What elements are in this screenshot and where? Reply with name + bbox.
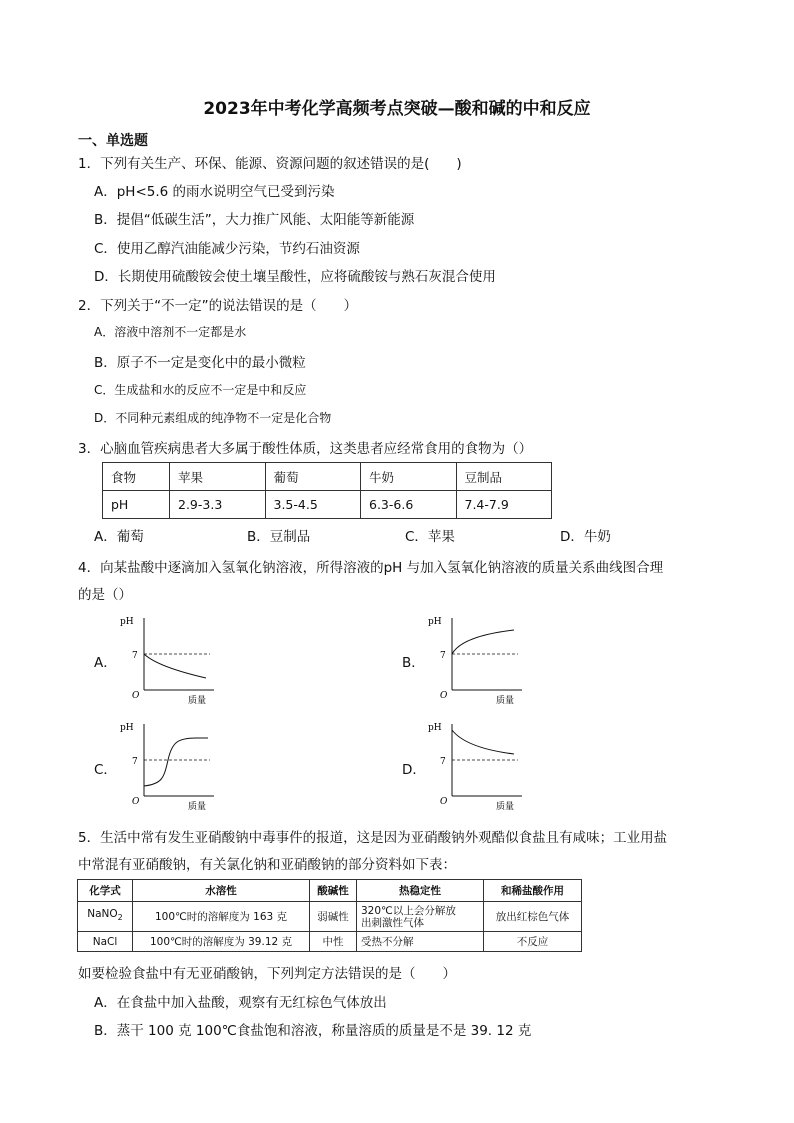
table-cell: 弱碱性	[310, 902, 357, 932]
question-1-option-c: C．使用乙醇汽油能减少污染，节约石油资源	[94, 241, 360, 257]
food-ph-table	[102, 462, 552, 519]
graph-a	[118, 612, 218, 712]
table-header-cell: 酸碱性	[310, 880, 357, 902]
table-cell	[357, 902, 484, 932]
ph-curve	[452, 730, 514, 754]
table-header-row	[78, 880, 582, 902]
question-5-option-a: A．在食盐中加入盐酸，观察有无红棕色气体放出	[94, 995, 387, 1011]
question-3-stem: 3．心脑血管疾病患者大多属于酸性体质，这类患者应经常食用的食物为（）	[78, 441, 533, 457]
question-2-option-a: A．溶液中溶剂不一定都是水	[94, 325, 247, 339]
ph-curve	[144, 654, 206, 678]
question-4-option-d: D．	[402, 762, 426, 778]
question-3-option-c: C．苹果	[405, 529, 455, 545]
x-axis-label: 质量	[188, 696, 207, 706]
table-cell: 6.3-6.6	[361, 491, 457, 519]
reference-label: 7	[132, 757, 138, 767]
table-cell: 100℃时的溶解度为 39.12 克	[133, 932, 310, 952]
question-3-option-d: D．牛奶	[560, 529, 611, 545]
formula-cell: NaCl	[78, 932, 133, 952]
y-axis-label: pH	[120, 617, 134, 627]
question-1-option-a: A．pH<5.6 的雨水说明空气已受到污染	[94, 184, 335, 200]
question-5-stem-line2: 中常混有亚硝酸钠，有关氯化钠和亚硝酸钠的部分资料如下表：	[78, 857, 456, 873]
origin-label: O	[440, 691, 448, 701]
table-row	[78, 932, 582, 952]
table-header-cell: 水溶性	[133, 880, 310, 902]
table-cell: 中性	[310, 932, 357, 952]
table-cell: pH	[103, 491, 170, 519]
table-cell: 2.9-3.3	[170, 491, 266, 519]
question-3-option-b: B．豆制品	[247, 529, 311, 545]
formula-cell	[78, 902, 133, 932]
table-cell: 受热不分解	[357, 932, 484, 952]
table-row	[103, 491, 552, 519]
heat-stability-line1: 320℃以上会分解放	[361, 904, 456, 917]
heat-stability-line2: 出刺激性气体	[361, 916, 424, 929]
page-title: 2023年中考化学高频考点突破—酸和碱的中和反应	[203, 99, 591, 119]
formula-subscript: 2	[117, 913, 123, 923]
y-axis-label: pH	[428, 617, 442, 627]
reference-label: 7	[132, 651, 138, 661]
question-3-option-a: A．葡萄	[94, 529, 144, 545]
ph-curve	[144, 738, 208, 786]
table-cell: 牛奶	[361, 463, 457, 491]
y-axis-label: pH	[428, 723, 442, 733]
question-2-option-c: C．生成盐和水的反应不一定是中和反应	[94, 383, 307, 397]
question-5-sub-stem: 如要检验食盐中有无亚硝酸钠，下列判定方法错误的是（ ）	[78, 966, 456, 982]
question-2-stem: 2．下列关于“不一定”的说法错误的是（ ）	[78, 298, 358, 314]
origin-label: O	[132, 797, 140, 807]
formula-text: NaNO	[87, 908, 118, 921]
question-4-option-b: B．	[402, 655, 425, 671]
table-cell: 豆制品	[456, 463, 552, 491]
question-2-option-d: D．不同种元素组成的纯净物不一定是化合物	[94, 411, 332, 425]
table-row	[103, 463, 552, 491]
origin-label: O	[132, 691, 140, 701]
reference-label: 7	[440, 651, 446, 661]
question-4-stem-line1: 4．向某盐酸中逐滴加入氢氧化钠溶液，所得溶液的pH 与加入氢氧化钠溶液的质量关系曲线图合理	[78, 560, 664, 576]
question-2-option-b: B．原子不一定是变化中的最小微粒	[94, 355, 306, 371]
x-axis-label: 质量	[496, 802, 515, 812]
question-4-option-a: A．	[94, 655, 117, 671]
table-cell: 7.4-7.9	[456, 491, 552, 519]
table-cell: 放出红棕色气体	[484, 902, 582, 932]
question-5-option-b: B．蒸干 100 克 100℃食盐饱和溶液，称量溶质的质量是不是 39. 12 克	[94, 1023, 532, 1039]
table-cell: 不反应	[484, 932, 582, 952]
table-cell: 苹果	[170, 463, 266, 491]
question-4-stem-line2: 的是（）	[78, 587, 132, 603]
graph-b	[426, 612, 526, 712]
table-cell: 3.5-4.5	[265, 491, 361, 519]
salt-comparison-table	[77, 879, 582, 952]
table-header-cell: 热稳定性	[357, 880, 484, 902]
graph-c	[118, 718, 218, 818]
table-row	[78, 902, 582, 932]
question-1-option-b: B．提倡“低碳生活”，大力推广风能、太阳能等新能源	[94, 212, 415, 228]
table-header-cell: 化学式	[78, 880, 133, 902]
question-1-option-d: D．长期使用硫酸铵会使土壤呈酸性，应将硫酸铵与熟石灰混合使用	[94, 269, 496, 285]
ph-curve	[452, 630, 514, 654]
table-cell: 食物	[103, 463, 170, 491]
graph-d	[426, 718, 526, 818]
table-cell: 100℃时的溶解度为 163 克	[133, 902, 310, 932]
x-axis-label: 质量	[496, 696, 515, 706]
x-axis-label: 质量	[188, 802, 207, 812]
section-heading: 一、单选题	[78, 133, 148, 149]
question-4-option-c: C．	[94, 762, 117, 778]
question-1-stem: 1．下列有关生产、环保、能源、资源问题的叙述错误的是( )	[78, 156, 462, 172]
table-header-cell: 和稀盐酸作用	[484, 880, 582, 902]
y-axis-label: pH	[120, 723, 134, 733]
origin-label: O	[440, 797, 448, 807]
reference-label: 7	[440, 757, 446, 767]
table-cell: 葡萄	[265, 463, 361, 491]
question-5-stem-line1: 5．生活中常有发生亚硝酸钠中毒事件的报道，这是因为亚硝酸钠外观酷似食盐且有咸味；工业用盐	[78, 830, 668, 846]
